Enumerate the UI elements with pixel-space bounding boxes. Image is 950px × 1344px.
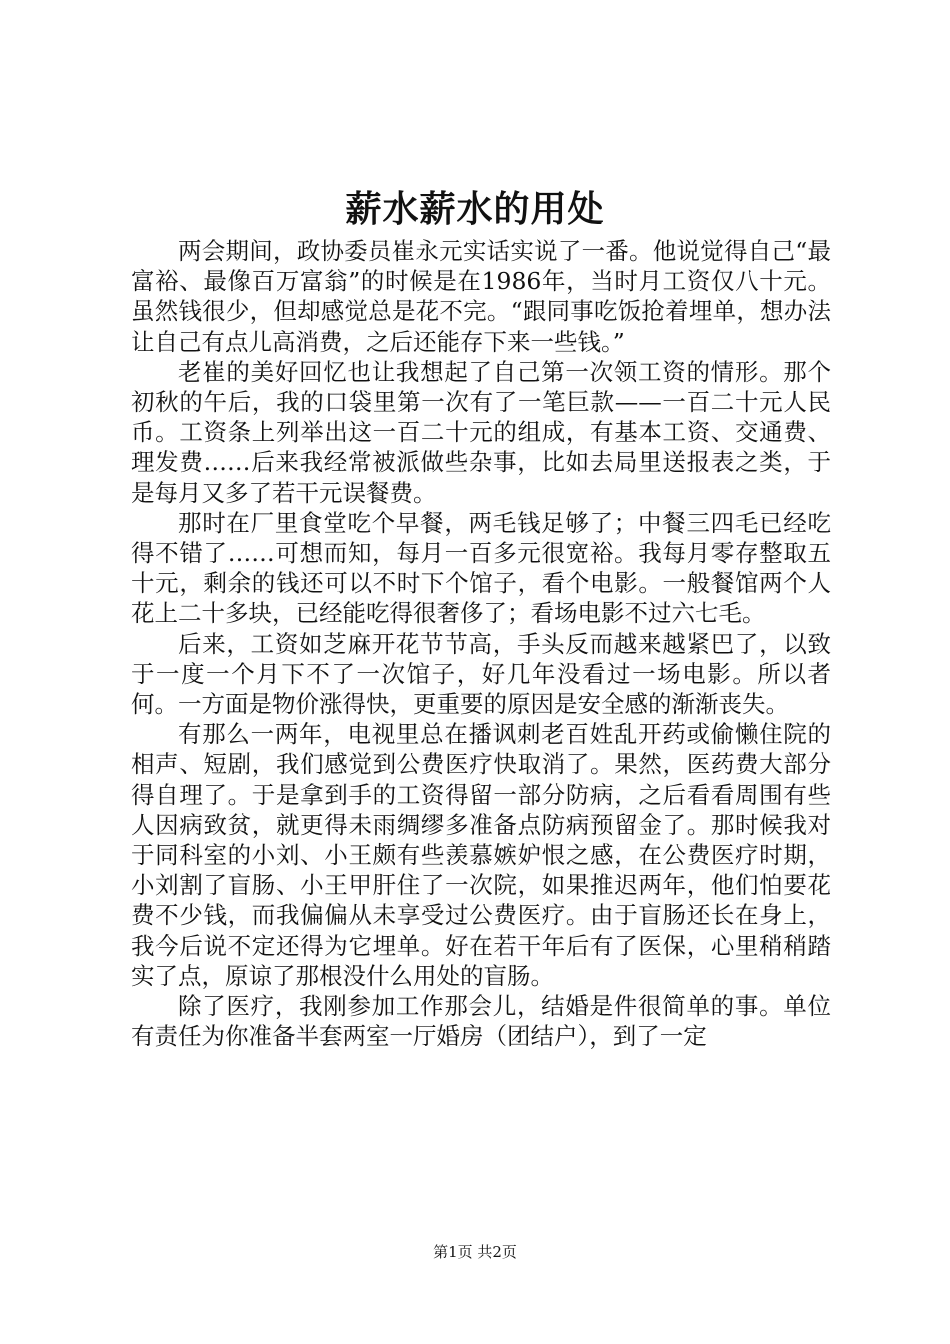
paragraph: 有那么一两年，电视里总在播讽刺老百姓乱开药或偷懒住院的相声、短剧，我们感觉到公费医疗快取消了。果然，医药费大部分得自理了。于是拿到手的工资得留一部分防病，之后看看周围有些人因病致贫，就更得未雨绸缪多准备点防病预留金了。那时候我对于同科室的小刘、小王颇有些羡慕嫉妒恨之感，在公费医疗时期，小刘割了盲肠、小王甲肝住了一次院，如果推迟两年，他们怕要花费不少钱，而我偏偏从未享受过公费医疗。由于盲肠还长在身上，我今后说不定还得为它埋单。好在若干年后有了医保，心里稍稍踏实了点，原谅了那根没什么用处的盲肠。: [131, 720, 831, 990]
paragraph: 后来，工资如芝麻开花节节高，手头反而越来越紧巴了，以致于一度一个月下不了一次馆子，好几年没看过一场电影。所以者何。一方面是物价涨得快，更重要的原因是安全感的渐渐丧失。: [131, 629, 831, 719]
paragraph: 两会期间，政协委员崔永元实话实说了一番。他说觉得自己“最富裕、最像百万富翁”的时候是在1986年，当时月工资仅八十元。虽然钱很少，但却感觉总是花不完。“跟同事吃饭抢着埋单，想办法让自己有点儿高消费，之后还能存下来一些钱。”: [131, 237, 831, 356]
paragraph: 那时在厂里食堂吃个早餐，两毛钱足够了；中餐三四毛已经吃得不错了……可想而知，每月一百多元很宽裕。我每月零存整取五十元，剩余的钱还可以不时下个馆子，看个电影。一般餐馆两个人花上二十多块，已经能吃得很奢侈了；看场电影不过六七毛。: [131, 508, 831, 628]
paragraph: 除了医疗，我刚参加工作那会儿，结婚是件很简单的事。单位有责任为你准备半套两室一厅婚房（团结户），到了一定: [131, 992, 831, 1051]
paragraph: 老崔的美好回忆也让我想起了自己第一次领工资的情形。那个初秋的午后，我的口袋里第一次有了一笔巨款——一百二十元人民币。工资条上列举出这一百二十元的组成，有基本工资、交通费、理发费……后来我经常被派做些杂事，比如去局里送报表之类，于是每月又多了若干元误餐费。: [131, 357, 831, 507]
document-title: 薪水薪水的用处: [345, 188, 605, 230]
document-body: [131, 236, 831, 1051]
page-footer: 第1页 共2页: [433, 1243, 517, 1261]
